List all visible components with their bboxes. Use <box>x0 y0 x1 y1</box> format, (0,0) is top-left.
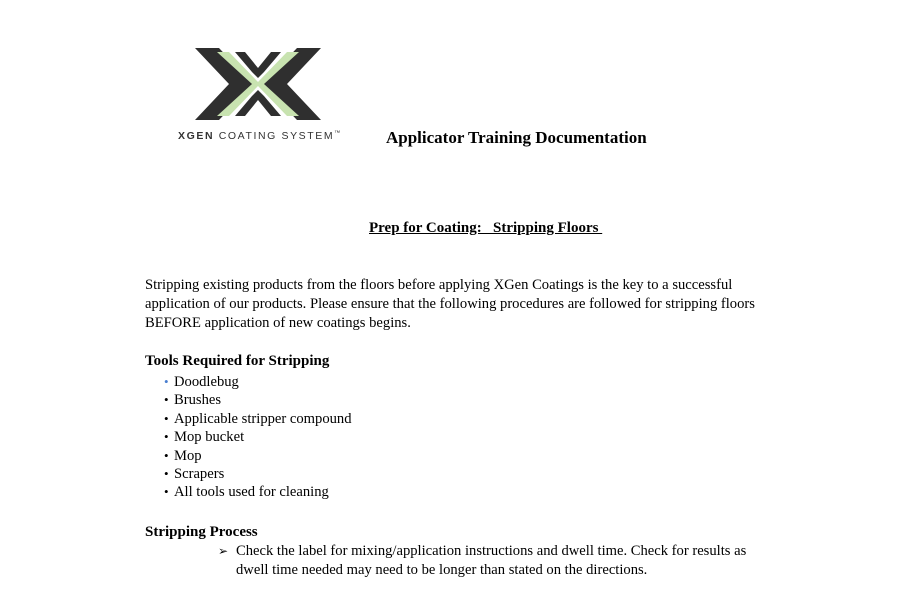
bullet-icon: • <box>164 484 169 500</box>
bullet-icon: • <box>164 466 169 482</box>
list-item: • Doodlebug <box>164 374 239 390</box>
logo-wordmark: XGEN COATING SYSTEM™ <box>178 130 342 142</box>
list-item: • All tools used for cleaning <box>164 484 329 501</box>
tools-heading: Tools Required for Stripping <box>145 353 330 369</box>
bullet-icon: • <box>164 410 169 426</box>
list-item: • Mop bucket <box>164 429 245 446</box>
xgen-x-mark-icon <box>195 48 321 120</box>
list-item: • Scrapers <box>164 466 225 483</box>
xgen-logo <box>178 48 348 142</box>
list-item: • Applicable stripper compound <box>164 410 352 427</box>
process-step-text: Check the label for mixing/application instructions and dwell time. Check for results as dwell time needed may need to be longer than stated on the directions. <box>236 543 747 578</box>
list-item: • Mop <box>164 447 202 464</box>
bullet-icon: • <box>164 374 169 389</box>
bullet-icon: • <box>164 447 169 463</box>
process-step <box>218 542 758 579</box>
section-title: Prep for Coating: Stripping Floors <box>369 220 603 236</box>
intro-paragraph: Stripping existing products from the floors before applying XGen Coatings is the key to a successful application of our products. Please ensure that the following procedures are followed for stripping floors BEFORE application of new coatings begins. <box>145 277 755 331</box>
document-title: Applicator Training Documentation <box>386 128 647 147</box>
list-item: • Brushes <box>164 392 222 409</box>
arrow-bullet-icon: ➢ <box>218 544 229 558</box>
bullet-icon: • <box>164 392 169 408</box>
tools-list <box>164 373 352 502</box>
bullet-icon: • <box>164 429 169 445</box>
process-heading: Stripping Process <box>145 524 258 540</box>
